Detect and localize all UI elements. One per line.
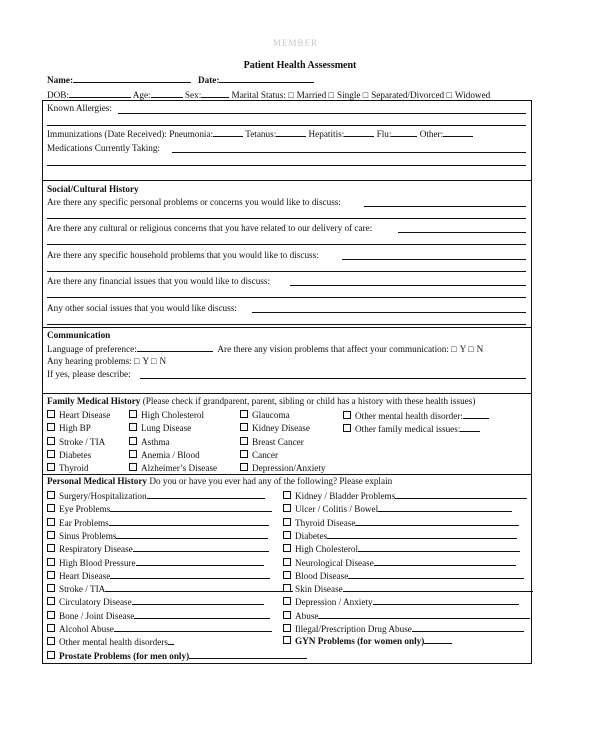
family-col3-1-item (240, 423, 310, 433)
personal-left-5-field[interactable] (136, 557, 264, 566)
family-col1-0-checkbox[interactable] (47, 410, 55, 418)
name-row (47, 74, 191, 85)
hepatitis-field[interactable] (344, 128, 374, 137)
social-q3: Are there any specific household problems that you would like to discuss: (47, 250, 319, 260)
divider-social (42, 180, 532, 181)
immunizations-label: Immunizations (Date Received): (47, 129, 167, 139)
personal-instruction: Do you or have you ever had any of the following? Please explain (149, 476, 393, 486)
personal-left-7-label: Stroke / TIA (59, 584, 106, 595)
personal-right-5-label: Neurological Disease (295, 557, 374, 568)
gyn-row (283, 635, 452, 646)
personal-left-1-label: Eye Problems (59, 504, 111, 515)
family-col1-4-label: Thyroid (59, 463, 89, 474)
social-q1: Are there any specific personal problems or concerns you would like to discuss: (47, 197, 341, 207)
personal-left-11-checkbox[interactable] (47, 637, 55, 645)
tetanus-field[interactable] (276, 128, 306, 137)
personal-right-3-label: Diabetes (295, 530, 328, 541)
family-header: Family Medical History (47, 396, 141, 406)
gyn-label: GYN Problems (for women only) (295, 636, 425, 646)
personal-left-11-item (47, 636, 174, 647)
personal-right-6-item (283, 570, 524, 581)
family-col3-4-checkbox[interactable] (240, 463, 248, 471)
family-col4-1-field[interactable] (460, 423, 480, 432)
personal-right-1-item (283, 503, 512, 514)
checkbox-separated[interactable]: □ (362, 90, 369, 100)
personal-right-7-item (283, 583, 533, 594)
family-col3-0-label: Glaucoma (252, 410, 290, 420)
social-q2: Are there any cultural or religious concerns that you have related to our delivery of care: (47, 223, 373, 233)
allergies-field-1[interactable] (118, 113, 526, 114)
personal-left-3-field[interactable] (116, 530, 268, 539)
gyn-field[interactable] (424, 635, 452, 644)
family-col1-3-checkbox[interactable] (47, 450, 55, 458)
personal-left-6-field[interactable] (110, 570, 270, 579)
personal-left-4-label: Respiratory Disease (59, 544, 133, 555)
personal-left-3-label: Sinus Problems (59, 530, 117, 541)
checkbox-married[interactable]: □ (288, 90, 294, 100)
vision-no-label: N (476, 344, 484, 354)
personal-right-6-label: Blood Disease (295, 570, 349, 581)
personal-right-10-label: Illegal/Prescription Drug Abuse (295, 624, 412, 634)
divider-personal (42, 474, 532, 475)
personal-left-2-field[interactable] (109, 517, 269, 526)
other-field[interactable] (443, 128, 473, 137)
personal-right-9-item (283, 610, 530, 621)
immunizations-row (47, 128, 473, 139)
personal-right-0-item (283, 490, 527, 501)
personal-left-0-field[interactable] (147, 490, 265, 499)
family-col2-2-item (129, 437, 170, 447)
social-a3-1[interactable] (342, 259, 526, 260)
family-col2-4-label: Alzheimer’s Disease (141, 463, 218, 474)
checkbox-widowed[interactable]: □ (446, 90, 452, 100)
language-row (47, 343, 483, 354)
personal-left-0-label: Surgery/Hospitalization (59, 491, 147, 501)
personal-left-10-label: Alcohol Abuse (59, 624, 114, 634)
personal-left-1-checkbox[interactable] (47, 504, 55, 512)
personal-right-2-checkbox[interactable] (283, 518, 291, 526)
personal-right-7-field[interactable] (343, 583, 533, 592)
personal-left-9-item (47, 610, 270, 621)
personal-left-1-field[interactable] (110, 503, 272, 512)
vision-no-checkbox[interactable]: □ (468, 344, 474, 354)
personal-left-6-label: Heart Disease (59, 570, 111, 581)
other-label: Other: (419, 129, 444, 139)
hearing-yes-checkbox[interactable]: □ (134, 356, 140, 366)
personal-left-2-checkbox[interactable] (47, 518, 55, 526)
personal-right-7-label: Skin Disease (295, 584, 343, 595)
personal-left-6-checkbox[interactable] (47, 571, 55, 579)
date-row (198, 74, 314, 85)
communication-header: Communication (47, 330, 111, 340)
hearing-row (47, 356, 166, 366)
family-instruction: (Please check if grandparent, parent, sibling or child has a history with these health issues) (142, 396, 476, 406)
prostate-field[interactable] (189, 650, 307, 659)
personal-left-3-checkbox[interactable] (47, 531, 55, 539)
personal-right-8-checkbox[interactable] (283, 597, 291, 605)
personal-right-3-item (283, 530, 517, 541)
personal-right-3-field[interactable] (327, 530, 517, 539)
marital-label: Marital Status: (231, 90, 286, 100)
family-col4-0-label: Other mental health disorder: (355, 411, 463, 421)
family-col2-3-label: Anemia / Blood (141, 449, 200, 460)
family-col3-2-label: Breast Cancer (252, 436, 304, 447)
personal-right-5-field[interactable] (374, 557, 516, 566)
personal-right-10-checkbox[interactable] (283, 624, 291, 632)
personal-left-11-field[interactable] (168, 636, 174, 645)
hearing-no-label: N (159, 356, 167, 366)
age-field[interactable] (151, 89, 183, 98)
social-a2-1[interactable] (398, 232, 526, 233)
vision-yes-checkbox[interactable]: □ (451, 344, 457, 354)
personal-left-7-item (47, 583, 293, 594)
prostate-row (47, 650, 307, 661)
family-header-row (47, 396, 475, 406)
family-col3-2-item (240, 437, 304, 447)
personal-right-1-label: Ulcer / Colitis / Bowel (295, 504, 379, 515)
family-col3-4-label: Depression/Anxiety (252, 463, 326, 474)
social-header: Social/Cultural History (47, 184, 139, 194)
gyn-checkbox[interactable] (283, 636, 291, 644)
social-a1-1[interactable] (364, 206, 526, 207)
personal-right-2-field[interactable] (355, 517, 519, 526)
personal-right-4-field[interactable] (358, 543, 520, 552)
family-col2-1-checkbox[interactable] (129, 423, 137, 431)
family-col3-2-checkbox[interactable] (240, 437, 248, 445)
social-a5-1[interactable] (252, 312, 526, 313)
personal-left-4-checkbox[interactable] (47, 544, 55, 552)
tetanus-label: Tetanus: (245, 129, 277, 139)
personal-left-9-field[interactable] (134, 610, 270, 619)
personal-left-8-label: Circulatory Disease (59, 597, 132, 608)
personal-left-8-item (47, 596, 264, 607)
flu-label: Flu: (376, 129, 392, 139)
family-col2-0-label: High Cholesterol (141, 410, 205, 420)
family-col2-4-checkbox[interactable] (129, 463, 137, 471)
personal-left-7-checkbox[interactable] (47, 584, 55, 592)
family-col3-3-label: Cancer (252, 449, 279, 460)
allergies-label: Known Allergies: (47, 103, 112, 113)
personal-right-10-item (283, 623, 524, 634)
family-col2-3-item (129, 450, 200, 460)
family-col3-3-checkbox[interactable] (240, 450, 248, 458)
family-col3-4-item (240, 463, 326, 473)
personal-right-0-label: Kidney / Bladder Problems (295, 491, 396, 501)
pneumonia-field[interactable] (213, 128, 243, 137)
name-label: Name: (47, 75, 74, 85)
personal-right-9-checkbox[interactable] (283, 611, 291, 619)
form-title: Patient Health Assessment (243, 60, 357, 71)
personal-right-8-field[interactable] (373, 596, 519, 605)
sex-label: Sex: (184, 90, 202, 100)
hearing-no-checkbox[interactable]: □ (151, 356, 157, 366)
describe-field[interactable] (140, 378, 526, 379)
medications-field-1[interactable] (172, 152, 526, 153)
pneumonia-label: Pneumonia: (169, 129, 214, 139)
language-field[interactable] (137, 343, 213, 352)
flu-field[interactable] (391, 128, 417, 137)
personal-header: Personal Medical History (47, 476, 148, 486)
personal-left-8-checkbox[interactable] (47, 597, 55, 605)
family-col2-1-label: Lung Disease (141, 423, 192, 434)
personal-right-6-field[interactable] (348, 570, 524, 579)
personal-right-4-checkbox[interactable] (283, 544, 291, 552)
personal-right-5-checkbox[interactable] (283, 558, 291, 566)
hepatitis-label: Hepatitis: (308, 129, 345, 139)
vision-yes-label: Y (459, 344, 466, 354)
personal-right-2-label: Thyroid Disease (295, 517, 356, 528)
family-col4-1-checkbox[interactable] (343, 424, 351, 432)
describe-label: If yes, please describe: (47, 369, 131, 379)
hearing-yes-label: Y (142, 356, 149, 366)
personal-right-8-item (283, 596, 519, 607)
family-col1-4-item (47, 463, 89, 473)
family-col1-2-label: Stroke / TIA (59, 436, 106, 447)
date-field[interactable] (219, 74, 314, 83)
family-col3-1-checkbox[interactable] (240, 423, 248, 431)
family-col4-0-checkbox[interactable] (343, 411, 351, 419)
family-col1-4-checkbox[interactable] (47, 463, 55, 471)
family-col1-1-checkbox[interactable] (47, 423, 55, 431)
personal-right-4-label: High Cholesterol (295, 544, 359, 555)
family-col4-1-label: Other family medical issues: (355, 424, 461, 435)
social-a3-2[interactable] (47, 271, 526, 272)
dob-label: DOB: (47, 90, 69, 100)
personal-right-0-field[interactable] (395, 490, 527, 499)
divider-family (42, 393, 532, 394)
medications-field-2[interactable] (47, 165, 526, 166)
personal-right-9-field[interactable] (318, 610, 530, 619)
personal-right-2-item (283, 517, 519, 528)
family-col2-2-checkbox[interactable] (129, 437, 137, 445)
social-a4-2[interactable] (47, 297, 526, 298)
personal-left-10-item (47, 623, 272, 634)
personal-left-4-field[interactable] (133, 543, 269, 552)
family-col3-1-label: Kidney Disease (252, 423, 310, 434)
personal-left-10-field[interactable] (114, 623, 272, 632)
personal-left-2-item (47, 517, 269, 528)
family-col1-1-label: High BP (59, 423, 91, 434)
personal-right-4-item (283, 543, 520, 554)
name-field[interactable] (73, 74, 191, 83)
hearing-label: Any hearing problems: (47, 356, 132, 366)
personal-left-7-field[interactable] (105, 583, 293, 592)
personal-left-11-label: Other mental health disorders (59, 637, 168, 648)
family-col4-0-item (343, 410, 489, 421)
personal-left-5-checkbox[interactable] (47, 558, 55, 566)
family-col1-2-item (47, 437, 105, 447)
personal-left-5-item (47, 557, 264, 568)
vision-label: Are there any vision problems that affect your communication: (217, 344, 449, 354)
personal-left-2-label: Ear Problems (59, 517, 109, 528)
family-col2-0-checkbox[interactable] (129, 410, 137, 418)
medications-label: Medications Currently Taking: (47, 143, 160, 153)
family-col1-3-label: Diabetes (59, 449, 92, 460)
family-col1-2-checkbox[interactable] (47, 437, 55, 445)
family-col2-2-label: Asthma (141, 436, 170, 447)
sex-field[interactable] (201, 89, 229, 98)
social-a4-1[interactable] (290, 285, 526, 286)
personal-left-10-checkbox[interactable] (47, 624, 55, 632)
personal-right-5-item (283, 557, 516, 568)
personal-left-1-item (47, 503, 272, 514)
marital-separated: Separated/Divorced (371, 90, 445, 100)
date-label: Date: (198, 75, 220, 85)
family-col1-0-label: Heart Disease (59, 410, 111, 420)
personal-right-7-checkbox[interactable] (283, 584, 291, 592)
personal-left-9-label: Bone / Joint Disease (59, 610, 135, 621)
header-logo: MEMBER (273, 38, 319, 48)
personal-left-3-item (47, 530, 268, 541)
family-col3-0-item (240, 410, 290, 420)
family-col2-4-item (129, 463, 217, 473)
dob-row (47, 89, 490, 100)
personal-left-6-item (47, 570, 270, 581)
marital-single: Single (336, 90, 361, 100)
personal-left-0-item (47, 490, 265, 501)
personal-left-4-item (47, 543, 269, 554)
personal-right-1-field[interactable] (378, 503, 512, 512)
family-col3-0-checkbox[interactable] (240, 410, 248, 418)
social-q4: Are there any financial issues that you would like to discuss: (47, 276, 271, 286)
personal-left-0-checkbox[interactable] (47, 491, 55, 499)
social-a5-2[interactable] (47, 324, 526, 325)
prostate-label: Prostate Problems (for men only) (59, 651, 190, 661)
family-col1-0-item (47, 410, 110, 420)
marital-married: Married (296, 90, 327, 100)
personal-right-8-label: Depression / Anxiety (295, 597, 373, 608)
marital-widowed: Widowed (454, 90, 491, 100)
family-col2-0-item (129, 410, 204, 420)
personal-left-8-field[interactable] (132, 596, 264, 605)
prostate-checkbox[interactable] (47, 651, 55, 659)
personal-right-10-field[interactable] (412, 623, 524, 632)
checkbox-single[interactable]: □ (328, 90, 334, 100)
language-label: Language of preference: (47, 344, 137, 354)
social-a2-2[interactable] (47, 244, 526, 245)
family-col1-1-item (47, 423, 91, 433)
allergies-field-2[interactable] (47, 125, 526, 126)
family-col4-0-field[interactable] (463, 410, 489, 419)
personal-right-9-label: Abuse (295, 610, 319, 621)
family-col2-3-checkbox[interactable] (129, 450, 137, 458)
personal-right-3-checkbox[interactable] (283, 531, 291, 539)
personal-left-9-checkbox[interactable] (47, 611, 55, 619)
dob-field[interactable] (69, 89, 131, 98)
family-col3-3-item (240, 450, 278, 460)
personal-header-row (47, 476, 392, 486)
personal-right-1-checkbox[interactable] (283, 504, 291, 512)
divider-communication (42, 327, 532, 328)
family-col2-1-item (129, 423, 191, 433)
personal-left-5-label: High Blood Pressure (59, 557, 136, 568)
family-col4-1-item (343, 423, 480, 434)
family-col1-3-item (47, 450, 91, 460)
age-label: Age: (132, 90, 151, 100)
social-q5: Any other social issues that you would like discuss: (47, 303, 237, 313)
personal-right-0-checkbox[interactable] (283, 491, 291, 499)
social-a1-2[interactable] (47, 218, 526, 219)
personal-right-6-checkbox[interactable] (283, 571, 291, 579)
